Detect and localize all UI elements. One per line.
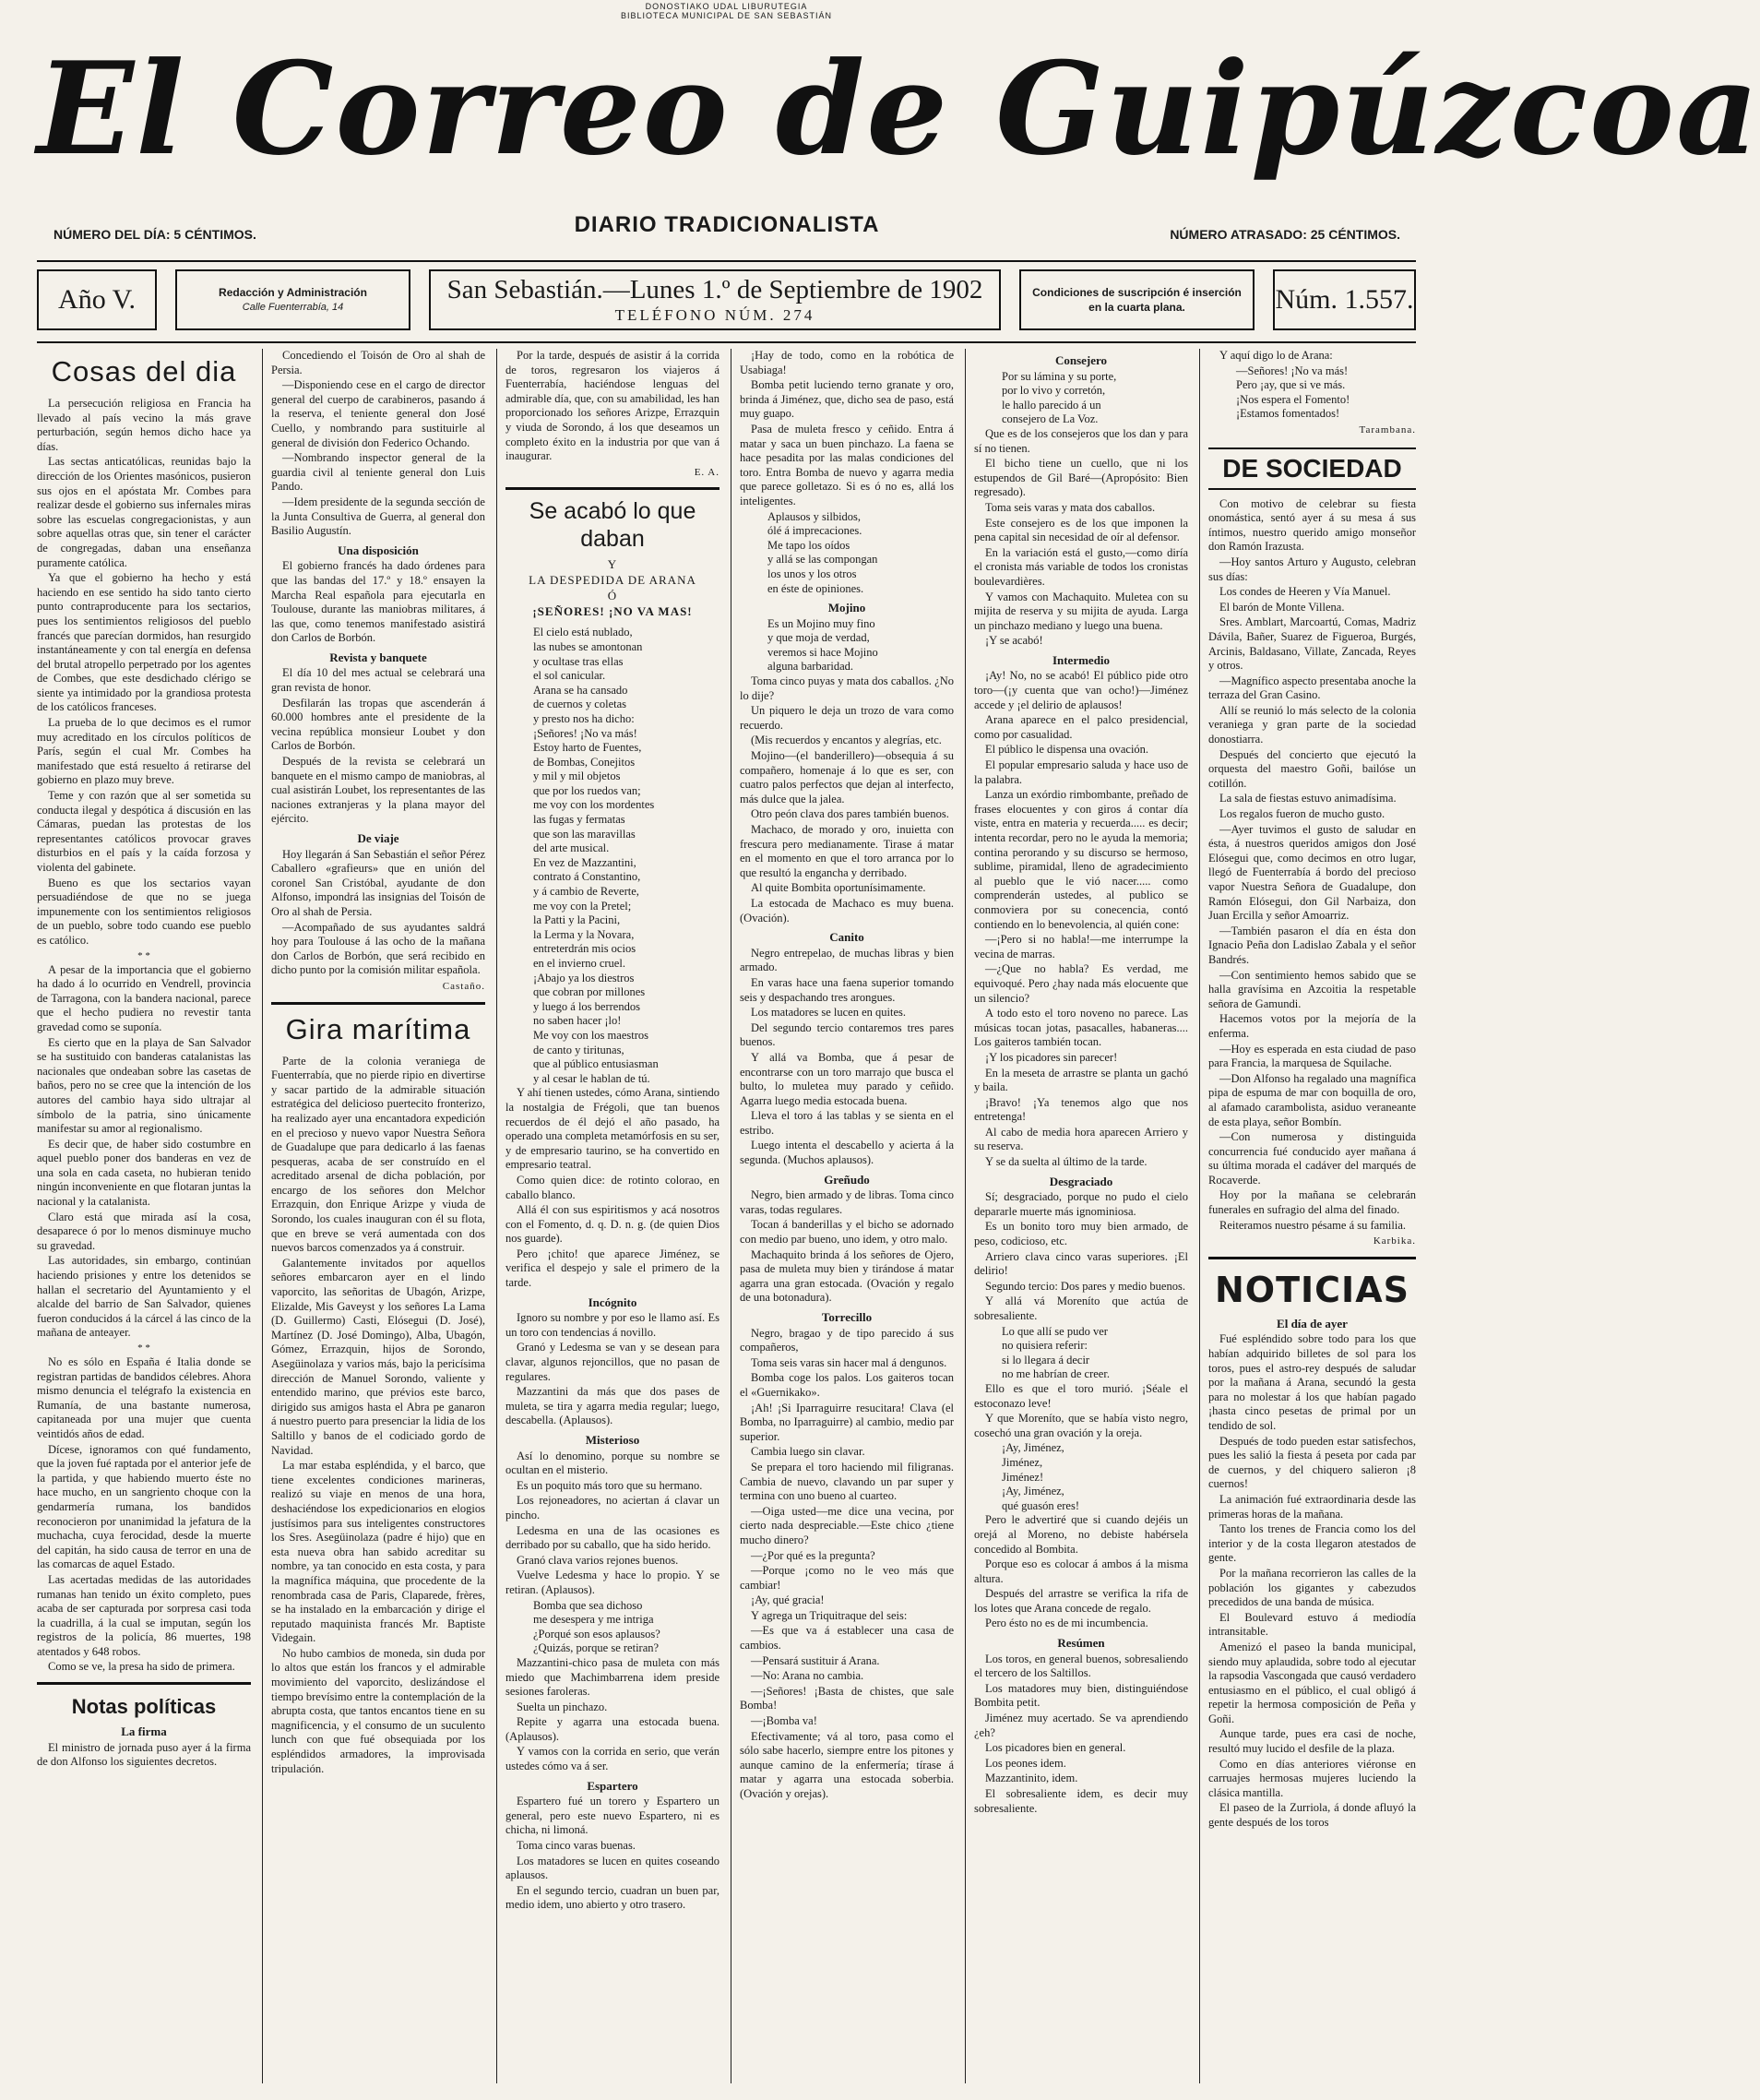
section-divider — [1208, 1257, 1416, 1259]
signature: Tarambana. — [1359, 424, 1416, 436]
paragraph: Al cabo de media hora aparecen Arriero y su reserva. — [974, 1125, 1188, 1153]
paragraph: Toma seis varas y mata dos caballos. — [985, 500, 1156, 514]
paragraph: Por la tarde, después de asistir á la corrida de toros, regresaron los viajeros á Fuenterrabía, haciéndose lenguas del admirable día, que, con su amabilidad, les han proporcionado los señores Arizpe, Errazquin y viuda de Sorondo, á los que deseamos un completo éxito en la industria por que van á inaugurar. — [505, 349, 719, 463]
paragraph: Las autoridades, sin embargo, continúan haciendo prisiones y entre los detenidos se hallan el secretario del Ayuntamiento y el alcalde del barrio de San Salvador, quienes fueron conducidos á la cárcel á las cinco de la mañana de anteayer. — [37, 1254, 251, 1340]
paragraph: Ledesma en una de las ocasiones es derribado por su caballo, que ha sido herido. — [505, 1523, 719, 1552]
paragraph: Después de la revista se celebrará un banquete en el mismo campo de maniobras, al cual asistirán Loubet, los representantes de las naciones extranjeras y la plana mayor del ejército. — [271, 755, 485, 826]
paragraph: —Disponiendo cese en el cargo de director general del cuerpo de carabineros, pasando á la reserva, el teniente general don José Cuello, y nombrando para sustituirle al general de división don Federico Ochando. — [271, 378, 485, 449]
paragraph: Granó y Ledesma se van y se desean para clavar, algunos rejoncillos, que no pasan de regulares. — [505, 1341, 719, 1383]
verse-line: me voy con la Pretel; — [533, 899, 632, 913]
paragraph: Ello es que el toro murió. ¡Séale el estoconazo leve! — [974, 1381, 1188, 1410]
paragraph: Repite y agarra una estocada buena. (Aplausos). — [505, 1715, 719, 1743]
paragraph: Pero ésto no es de mi incumbencia. — [985, 1617, 1148, 1630]
paragraph: Fué espléndido sobre todo para los que habían adquirido billetes de sol para los toros, pues el astro-rey después de saludar por la mañana á Arana, secundó la gesta para no molestar á los que habían pagado ¡hasta cinco pesetas de primal por un tendido de sol. — [1208, 1332, 1416, 1432]
paragraph: Pero le advertiré que si cuando dejéis un orejá al Moreno, no debiste habérsela concedido al Bombita. — [974, 1513, 1188, 1556]
verse-line: las nubes se amontonan — [533, 639, 643, 653]
paragraph: Sres. Amblart, Marcoartú, Comas, Madriz Dávila, Bañer, Suarez de Figueroa, Burgés, Arcinis, Baldasano, Villate, Zancada, Reyes y otros. — [1208, 615, 1416, 673]
headline-gira-maritima: Gira marítima — [285, 1012, 471, 1045]
paragraph: Los toros, en general buenos, sobresaliendo el tercero de los Saltillos. — [974, 1652, 1188, 1680]
paragraph: Y ahí tienen ustedes, cómo Arana, sintiendo la nostalgia de Frégoli, que tan buenos recuerdos de él dejó el año pasado, ha operado una completa metamórfosis en su ser, y de empresario taurino, se ha convertido en empresario teatral. — [505, 1086, 719, 1172]
paragraph: —Pensará sustituir á Arana. — [751, 1653, 880, 1667]
paragraph: Luego intenta el descabello y acierta á la segunda. (Muchos aplausos). — [740, 1139, 954, 1167]
paragraph: No es sólo en España é Italia donde se registran partidas de bandidos célebres. Ahora mismo denuncia el telégrafo la existencia en Rumanía, de una bastante numerosa, capitaneada por una mujer que cuenta veintidós años de edad. — [37, 1355, 251, 1440]
column-separator — [965, 349, 966, 2083]
paragraph: Toma seis varas sin hacer mal á dengunos. — [751, 1355, 947, 1369]
paragraph: Después del arrastre se verifica la rifa de los lotes que Arana concede de regalo. — [974, 1587, 1188, 1615]
verse-line: ¡Ay, Jiménez, — [1002, 1441, 1064, 1455]
paragraph: ¡Y se acabó! — [985, 634, 1043, 648]
price-back-issue: NÚMERO ATRASADO: 25 CÉNTIMOS. — [1170, 227, 1400, 242]
paragraph: —¿Por qué es la pregunta? — [751, 1548, 875, 1562]
paragraph: A todo esto el toro noveno no parece. Las músicas tocan jotas, pasacalles, habaneras.... Los gaiteros también tocan. — [974, 1007, 1188, 1049]
subhead-espartero: Espartero — [587, 1778, 638, 1793]
stamp-line-2: BIBLIOTECA MUNICIPAL DE SAN SEBASTIÁN — [620, 11, 833, 20]
caption-despedida: LA DESPEDIDA DE ARANA — [529, 573, 696, 588]
verse-line: Lo que allí se pudo ver — [1002, 1324, 1108, 1338]
info-bar — [37, 269, 1416, 334]
paragraph: Mojino—(el banderillero)—obsequia á su compañero, homenaje á lo que es ser, con cuatro palos perfectos que dejan al interfecto, más dulce que la jalea. — [740, 749, 954, 805]
verse-line: en éste de opiniones. — [767, 581, 864, 595]
verse-line: me desespera y me intriga — [533, 1613, 654, 1627]
paragraph: Lanza un exórdio rimbombante, preñado de frases elocuentes y con giros á contar día viste, entra en materia y recuerda..... es decir; intenta recordar, pero no le ayuda la memoria; contina perorando y su discurso se hermoso, sublime, piramidal, lleno de agradecimiento al pueblo que le vió nacer..... como comprenderán ustedes, al publico se conmoviera por su conecencia, contó contiendo en lo benevolencia, al quién cone: — [974, 788, 1188, 931]
paragraph: —¡Pero si no habla!—me interrumpe la vecina de marras. — [974, 933, 1188, 961]
paragraph: ¡Bravo! ¡Ya tenemos algo que nos entretenga! — [974, 1095, 1188, 1124]
paragraph: Así lo denomino, porque su nombre se ocultan en el misterio. — [505, 1449, 719, 1477]
issue-date: San Sebastián.—Lunes 1.º de Septiembre de 1902 — [446, 275, 983, 304]
verse-line: consejero de La Voz. — [1002, 412, 1099, 426]
paragraph: —Porque ¡como no le veo más que cambiar! — [740, 1564, 954, 1592]
verse-line: si lo llegara á decir — [1002, 1353, 1090, 1366]
caption-no-va-mas: ¡SEÑORES! ¡NO VA MAS! — [532, 604, 693, 619]
paragraph: Y vamos con la corrida en serio, que verán ustedes cómo va á ser. — [505, 1745, 719, 1773]
subhead-resumen: Resúmen — [1057, 1636, 1105, 1651]
paragraph: Desfilarán las tropas que ascenderán á 60.000 hombres ante el presidente de la vecina república monsieur Loubet y don Carlos de Borbón. — [271, 696, 485, 753]
paragraph: Espartero fué un torero y Espartero un general, pero este nuevo Espartero, ni es chicha, ni limoná. — [505, 1795, 719, 1837]
verse-line: y presto nos ha dicho: — [533, 711, 635, 725]
verse-line: En vez de Mazzantini, — [533, 855, 636, 869]
paragraph: Y agrega un Triquitraque del seis: — [751, 1608, 908, 1622]
paragraph: Machaquito brinda á los señores de Ojero, pasa de muleta muy bien y tirándose á matar agarra una gran estocada. (Ovación y regalo de una botonadura). — [740, 1247, 954, 1305]
paragraph: —Es que va á establecer una casa de cambios. — [740, 1624, 954, 1653]
paragraph: Dícese, ignoramos con qué fundamento, que la joven fué raptada por el anterior jefe de la partida, y que habiendo muerto éste no hace mucho, en un sangriento choque con la gendarmería rumana, los bandidos reconocieron por unanimidad la jefatura de la muchacha, cuya ferocidad, desde la muerte del capitán, ha sido causa de terror en una de las comarcas de aquel Estado. — [37, 1442, 251, 1571]
verse-line: y allá se las compongan — [767, 553, 878, 567]
caption-y: Y — [607, 557, 618, 572]
section-divider — [271, 1002, 485, 1005]
headline-notas-politicas: Notas políticas — [71, 1695, 217, 1719]
subhead-la-firma: La firma — [121, 1724, 167, 1739]
paragraph: —Magnífico aspecto presentaba anoche la terraza del Gran Casino. — [1208, 674, 1416, 702]
paragraph: Pasa de muleta fresco y ceñido. Entra á matar y saca un buen pinchazo. La faena se hace pesadita por las malas condiciones del toro. Entra Bomba de nuevo y agarra media que parece golletazo. Si es ó no es, allá los inteligentes. — [740, 422, 954, 507]
paragraph: Hoy por la mañana se celebrarán funerales en sufragio del alma del finado. — [1208, 1188, 1416, 1217]
paragraph: Claro está que mirada así la cosa, desaparece ó por lo menos disminuye mucho su gravedad. — [37, 1210, 251, 1252]
paragraph: Como se ve, la presa ha sido de primera. — [48, 1660, 235, 1674]
verse-line: y luego á los berrendos — [533, 999, 640, 1013]
date-box — [429, 269, 1001, 330]
paragraph: Los rejoneadores, no aciertan á clavar un pincho. — [505, 1494, 719, 1521]
paragraph: Tanto los trenes de Francia como los del interior y de la costa llegaron atestados de gente. — [1208, 1522, 1416, 1565]
paragraph: Machaco, de morado y oro, inuietta con frescura pero medianamente. Tirase á matar en el momento en que el toro arranca por lo que resultó la engancha y derribado. — [740, 823, 954, 879]
paragraph: Negro, bragao y de tipo parecido á sus compañeros, — [740, 1326, 954, 1354]
paragraph: Galantemente invitados por aquellos señores embarcaron ayer en el lindo vaporcito, las señoritas de Ubagón, Arizpe, Elizalde, Mis Gaveyst y los señores La Lama (D. Guillermo) Casti, Elósegui (D. José), Martínez (D. José Domingo), Alba, Ubagón, Gómez, Errazquin, hijos de Sorondo, Asegüinolaza y varios más, bajo la pericísima dirección de Manuel Sorondo, valiente y entendido marino, que prévios este barco, dirigido sus amigos hasta el Abra pe ganaron á nuestro puerto para presenciar la lidia de los Saltillo y banos de el codiciado gordo de Navidad. — [271, 1256, 485, 1457]
verse-line: Jiménez, — [1002, 1455, 1043, 1469]
verse-line: Me tapo los oídos — [767, 538, 850, 552]
paragraph: Bomba coge los palos. Los gaiteros tocan el «Guernikako». — [740, 1371, 954, 1399]
verse-line: Arana se ha cansado — [533, 683, 628, 697]
verse-line: ¡Señores! ¡No va más! — [533, 726, 637, 740]
paragraph: —Idem presidente de la segunda sección de la Junta Consultiva de Guerra, al general don Basilio Augustín. — [271, 495, 485, 538]
paragraph: —Con sentimiento hemos sabido que se halla gravísima en Azcoitia la respetable señora de Gamundi. — [1208, 968, 1416, 1010]
verse-line: la Patti y la Pacini, — [533, 913, 621, 927]
paragraph: Después del concierto que ejecutó la orquesta del maestro Goñi, bailóse un cotillón. — [1208, 747, 1416, 790]
conditions-line-2: en la cuarta plana. — [1088, 301, 1185, 314]
paragraph: Vuelve Ledesma y hace lo propio. Y se retiran. (Aplausos). — [505, 1569, 719, 1596]
paragraph: El barón de Monte Villena. — [1219, 600, 1345, 614]
verse-line: los unos y los otros — [767, 567, 857, 580]
paragraph: Un piquero le deja un trozo de vara como recuerdo. — [740, 704, 954, 732]
paragraph: El gobierno francés ha dado órdenes para que las bandas del 17.º y 18.º ensayen la Marcha Real española para ejecutarla en Toulouse, durante las maniobras militares, á las que, como tenemos manifestado asistirá don Carlos de Borbón. — [271, 559, 485, 645]
subhead-mojino: Mojino — [827, 601, 866, 615]
verse-line: las fugas y fermatas — [533, 813, 625, 827]
paragraph: Jiménez muy acertado. Se va aprendiendo ¿eh? — [974, 1712, 1188, 1739]
paragraph: Bueno es que los sectarios vayan persuadiéndose de que no se juega impunemente con los sentimientos religiosos de un pueblo, sobre todo cuando ese pueblo es católico. — [37, 876, 251, 947]
year-box — [37, 269, 157, 330]
verse-line: veremos si hace Mojino — [767, 645, 878, 659]
issue-number: Núm. 1.557. — [1275, 284, 1414, 315]
verse-line: Pero ¡ay, que si ve más. — [1236, 378, 1346, 392]
paragraph: Los picadores bien en general. — [985, 1741, 1126, 1755]
paragraph: Negro, bien armado y de libras. Toma cinco varas, todas regulares. — [740, 1188, 954, 1216]
verse-line: Por su lámina y su porte, — [1002, 369, 1117, 383]
caption-o: Ó — [607, 589, 618, 603]
verse-line: de Bombas, Conejitos — [533, 755, 636, 769]
paragraph: Los matadores muy bien, distinguiéndose Bombita petit. — [974, 1681, 1188, 1710]
header-rule-bottom — [37, 341, 1416, 343]
paragraph: En varas hace una faena superior tomando seis y despachando tres arongues. — [740, 975, 954, 1004]
paragraph: ¡Hay de todo, como en la robótica de Usabiaga! — [740, 349, 954, 376]
verse-line: no me habrían de creer. — [1002, 1367, 1110, 1381]
verse-line: y que moja de verdad, — [767, 631, 870, 645]
paragraph: —También pasaron el día en ésta don Ignacio Peña don Ladislao Zabala y el señor Bandrés. — [1208, 924, 1416, 966]
paragraph: Ignoro su nombre y por eso le llamo así. Es un toro con tendencias á novillo. — [505, 1311, 719, 1339]
paragraph: Y aquí digo lo de Arana: — [1219, 349, 1333, 362]
verse-line: no quisiera referir: — [1002, 1339, 1088, 1353]
paragraph: El paseo de la Zurriola, á donde afluyó la gente después de los toros — [1208, 1801, 1416, 1830]
column-separator — [496, 349, 497, 2083]
paragraph: El público le dispensa una ovación. — [985, 743, 1149, 757]
paragraph: Es un poquito más toro que su hermano. — [517, 1478, 703, 1492]
paragraph: Reiteramos nuestro pésame á su familia. — [1219, 1218, 1407, 1232]
paragraph: Toma cinco puyas y mata dos caballos. ¿No lo dije? — [740, 674, 954, 702]
paragraph: —Hoy es esperada en esta ciudad de paso para Francia, la marquesa de Squilache. — [1208, 1042, 1416, 1070]
column-2 — [271, 349, 485, 2083]
paragraph: —Don Alfonso ha regalado una magnífica pipa de espuma de mar con boquilla de oro, al afamado carambolista, asiduo veraneante de esta playa, señor Bombín. — [1208, 1071, 1416, 1128]
verse-line: y mil y mil objetos — [533, 770, 621, 783]
subhead-de-viaje: De viaje — [357, 831, 399, 845]
subhead-canito: Canito — [829, 930, 864, 945]
paragraph: Y allá vá Moreníto que actúa de sobresaliente. — [974, 1295, 1188, 1322]
paragraph: Con motivo de celebrar su fiesta onomástica, sentó ayer á su mesa á sus íntimos, nuestro querido amigo monseñor don Ramón Irazusta. — [1208, 496, 1416, 554]
column-3 — [505, 349, 719, 2083]
paragraph: La prueba de lo que decimos es el rumor muy acreditado en los círculos políticos de París, según el cual Mr. Combes ha manifestado que está resuelto á retirarse del gobierno en plazo muy breve. — [37, 716, 251, 787]
subhead-consejero: Consejero — [1054, 353, 1108, 367]
conditions-line-1: Condiciones de suscripción é inserción — [1032, 286, 1242, 299]
paragraph: Ya que el gobierno ha hecho y está haciendo en ese sentido ha sido tanto cierto punto contraproducente para los sectarios, pues los sentimientos religiosos del pueblo francés que parecían dormidos, han resurgido instantáneamente y con tal energía en defensa del brutal atropello perpetrado por los agentes de Combes, que este desdichado clérigo se siente ya intimidado por la grandiosa protesta de los católicos franceses. — [37, 571, 251, 714]
paragraph: —Nombrando inspector general de la guardia civil al teniente general don Luis Pando. — [271, 451, 485, 494]
paragraph: Otro peón clava dos pares también buenos. — [751, 807, 949, 821]
verse-line: ¿Porqué son esos aplausos? — [533, 1627, 660, 1641]
paragraph: Bomba petit luciendo terno granate y oro, brinda á Jiménez, que, dicho sea de paso, está muy guapo. — [740, 378, 954, 421]
paragraph: Las sectas anticatólicas, reunidas bajo la dirección de los Orientes masónicos, pusieron sus ojos en el apóstata Mr. Combes para realizar desde el gobierno sus infernales miras sobre las escuelas congregacionistas, y aun sobre aquellas otras que, sin tener el carácter de congregadas, daban una enseñanza puramente católica. — [37, 455, 251, 569]
column-1 — [37, 349, 251, 2083]
redaction-address: Calle Fuenterrabía, 14 — [242, 302, 344, 313]
paragraph: Efectivamente; vá al toro, pasa como el sólo sabe hacerlo, siempre entre los pitones y aunque camino de la enfermería; tírase á matar y agarra una estocada soberbia. (Ovación y orejas). — [740, 1729, 954, 1800]
verse-line: ¿Quizás, porque se retiran? — [533, 1641, 660, 1655]
verse-line: el sol canicular. — [533, 669, 606, 683]
price-today: NÚMERO DEL DÍA: 5 CÉNTIMOS. — [54, 227, 256, 242]
paragraph: El bicho tiene un cuello, que ni los estupendos de Gil Baré—(Apropósito: Bien regresado). — [974, 457, 1188, 499]
paragraph: Es un bonito toro muy bien armado, de peso, codicioso, etc. — [974, 1220, 1188, 1248]
paragraph: Los matadores se lucen en quites. — [751, 1006, 907, 1020]
paragraph: No hubo cambios de moneda, sin duda por lo altos que están los francos y el admirable movimiento del vaporcito, deslizándose el tiempo brevísimo entre la contemplación de la abrupta costa, que tantos encantos tiene en su magnificencia, y el consumo de un suculento lunch con que fué obsequiada por los espléndidos armadores, la improvisada tripulación. — [271, 1646, 485, 1775]
subhead-intermedio: Intermedio — [1052, 652, 1111, 667]
paragraph: —¡Bomba va! — [751, 1714, 817, 1728]
paragraph: Los peones idem. — [985, 1756, 1066, 1770]
paragraph: Arana aparece en el palco presidencial, como por casualidad. — [974, 713, 1188, 741]
paragraph: Y que Moreníto, que se había visto negro, cosechó una gran ovación y la oreja. — [974, 1412, 1188, 1439]
paragraph: El ministro de jornada puso ayer á la firma de don Alfonso los siguientes decretos. — [37, 1740, 251, 1769]
paragraph: Granó clava varios rejones buenos. — [517, 1553, 679, 1567]
redaction-box — [175, 269, 410, 330]
paragraph: Los regalos fueron de mucho gusto. — [1219, 807, 1385, 821]
tagline: DIARIO TRADICIONALISTA — [574, 212, 880, 237]
section-stars: * * — [137, 1342, 150, 1354]
paragraph: Y vamos con Machaquito. Muletea con su mijita de reserva y su mijita de ayuda. Larga un pinchazo mediano y luego una buena. — [974, 590, 1188, 632]
section-divider — [505, 487, 719, 490]
column-5 — [974, 349, 1188, 2083]
paragraph: ¡Ay, qué gracia! — [751, 1593, 825, 1607]
phone-number: TELÉFONO NÚM. 274 — [614, 306, 815, 324]
verse-line: El cielo está nublado, — [533, 626, 633, 639]
subhead-grenudo: Greñudo — [824, 1172, 870, 1187]
paragraph: Mazzantini-chico pasa de muleta con más miedo que Machimbarrena idem preside sesiones faroleras. — [505, 1655, 719, 1699]
paragraph: La sala de fiestas estuvo animadísima. — [1219, 792, 1397, 805]
paragraph: La estocada de Machaco es muy buena. (Ovación). — [740, 896, 954, 925]
paragraph: Mazzantinito, idem. — [985, 1772, 1078, 1785]
signature: E. A. — [694, 466, 719, 478]
paragraph: Los condes de Heeren y Vía Manuel. — [1219, 585, 1391, 599]
section-divider — [37, 1682, 251, 1685]
paragraph: (Mis recuerdos y encantos y alegrías, etc. — [751, 734, 942, 747]
paragraph: Segundo tercio: Dos pares y medio buenos. — [985, 1279, 1185, 1293]
paragraph: Sí; desgraciado, porque no pudo el cielo depararle muerte más ignominiosa. — [974, 1190, 1188, 1218]
article-columns — [37, 349, 1416, 2083]
paragraph: Cambia luego sin clavar. — [751, 1445, 865, 1459]
paragraph: —Acompañado de sus ayudantes saldrá hoy para Toulouse á las ocho de la mañana don Carlos de Borbón, que será recibido en dicho punto por la comisión militar española. — [271, 920, 485, 977]
paragraph: Es cierto que en la playa de San Salvador se ha sustituido con banderas catalanistas las nacionales que ondeaban sobre las casetas de baños, pero no se cree que la intención de los autores del cambio haya sido ultrajar al símbolo de la patria, sino únicamente manifestar su amor al regionalismo. — [37, 1035, 251, 1136]
paragraph: —Oiga usted—me dice una vecina, por cierto nada despreciable.—Este chico ¿tiene mucho dinero? — [740, 1504, 954, 1546]
paragraph: Como quien dice: de rotinto colorao, en caballo blanco. — [505, 1173, 719, 1201]
paragraph: Hoy llegarán á San Sebastián el señor Pérez Caballero «grafieurs» que en unión del coronel San Cristóbal, ayudante de don Alfonso, impondrá las insignias del Toisón de Oro al shah de Persia. — [271, 847, 485, 918]
paragraph: Después de todo pueden estar satisfechos, pues les salió la fiesta á peseta por cada par de cuernos, y del chiquero salieron ¡8 cuernos! — [1208, 1434, 1416, 1491]
verse-line: Aplausos y silbidos, — [767, 509, 862, 523]
column-separator — [1199, 349, 1200, 2083]
column-separator — [262, 349, 263, 2083]
column-6 — [1208, 349, 1416, 2083]
section-stars: * * — [137, 949, 150, 961]
paragraph: Tocan á banderillas y el bicho se adornado con medio par bueno, uno idem, y otro malo. — [740, 1218, 954, 1247]
paragraph: Parte de la colonia veraniega de Fuenterrabía, que no pierde ripio en divertirse y sacar partido de la admirable situación estratégica del delicioso puertecito fronterizo, ha realizado ayer una encantadora expedición en el precioso y nuevo vapor Nuestra Señora de Guadalupe que para dedicarlo á las faenas pesqueras, acaba de ser construído en el acreditado arsenal de dicha población, por encargo de los señores don Melchor Errazquin, don Enrique Arizpe y viuda de Sorondo, los cuales inauguran con él su flota, que en breve se verá aumentada con dos nuevos barcos comenzados ya á construir. — [271, 1054, 485, 1255]
verse-line: y á cambio de Reverte, — [533, 885, 639, 899]
paragraph: En la variación está el gusto,—como diría el cronista más variable de todos los cronistas boulevardières. — [974, 545, 1188, 588]
verse-line: del arte musical. — [533, 841, 610, 855]
stamp-line-1: DONOSTIAKO UDAL LIBURUTEGIA — [645, 2, 808, 11]
verse-line: que cobran por millones — [533, 985, 646, 999]
verse-line: ¡Ay, Jiménez, — [1002, 1485, 1064, 1498]
paragraph: Allá él con sus espiritismos y acá nosotros con el Fomento, d. q. D. n. g. (de quien Dios nos guarde). — [505, 1203, 719, 1246]
verse-line: entreterdrán mis ocios — [533, 942, 636, 956]
paragraph: —No: Arana no cambia. — [751, 1669, 864, 1683]
paragraph: Como en días anteriores viéronse en carruajes hermosas mujeres luciendo la clásica mantilla. — [1208, 1757, 1416, 1799]
verse-line: y ocultase tras ellas — [533, 654, 624, 668]
paragraph: A pesar de la importancia que el gobierno ha dado á lo ocurrido en Vendrell, provincia de Tarragona, con la bandera nacional, parece que el hecho pudiera no revestir tanta gravedad como se suponía. — [37, 962, 251, 1033]
paragraph: Toma cinco varas buenas. — [517, 1839, 636, 1853]
paragraph: Mazzantini da más que dos pases de muleta, se tira y agarra media regular; luego, descabella. (Aplausos). — [505, 1385, 719, 1427]
paragraph: Del segundo tercio contaremos tres pares buenos. — [740, 1020, 954, 1049]
verse-line: contrato á Constantino, — [533, 870, 641, 884]
verse-line: Me voy con los maestros — [533, 1028, 648, 1042]
conditions-box — [1019, 269, 1255, 330]
paragraph: —Ayer tuvimos el gusto de saludar en ésta, á nuestros queridos amigos don José Elósegui que, como decimos en otro lugar, llegó de Fuenterrabía á bordo del precioso vapor Nuestra Señora de Guadalupe, don Ramón Elósegui, don Gil Narbaiza, don Juan Ercilla y señor Amoarriz. — [1208, 822, 1416, 923]
paragraph: La mar estaba espléndida, y el barco, que tiene excelentes condiciones marineras, realizó su viaje en menos de una hora, deshaciéndose los expedicionarios en elogios justísimos para sus inteligentes constructores los Sres. Asegüinolaza (padre é hijo) que en esta nueva obra han sabido acreditar su nombre, ya tan conocido en esta costa, y para la magnífica máquina, que procedente de la renombrada casa de Paris, Claparede, frères, se ha instalado en la embarcación y dirige el reputado maquinista francés Mr. Baptiste Videgain. — [271, 1459, 485, 1645]
redaction-title: Redacción y Administración — [219, 286, 367, 299]
paragraph: Por la mañana recorrieron las calles de la población los gigantes y cabezudos precedidos de una banda de música. — [1208, 1566, 1416, 1609]
paragraph: El sobresaliente idem, es decir muy sobresaliente. — [974, 1787, 1188, 1815]
subhead-misterioso: Misterioso — [585, 1433, 640, 1447]
verse-line: ¡Abajo ya los diestros — [533, 971, 635, 984]
paragraph: Hacemos votos por la mejoría de la enferma. — [1208, 1012, 1416, 1040]
paragraph: Las acertadas medidas de las autoridades rumanas han tenido un éxito completo, pues acaba de ser capturada por sorpresa casi toda la cuadrilla, á la cual se imputan, según los registros de la policía, 86 muertes, 198 atentados y 648 robos. — [37, 1572, 251, 1658]
subhead-desgraciado: Desgraciado — [1049, 1174, 1113, 1188]
signature: Karbika. — [1373, 1235, 1416, 1247]
verse-line: qué guasón eres! — [1002, 1498, 1079, 1512]
paragraph: Lleva el toro á las tablas y se sienta en el estribo. — [740, 1109, 954, 1137]
subhead-una-disposicion: Una disposición — [338, 543, 419, 557]
verse-line: ¡Estamos fomentados! — [1236, 407, 1340, 421]
verse-line: Jiménez! — [1002, 1470, 1044, 1484]
paragraph: Teme y con razón que al ser sometida su conducta ilegal y despótica á discusión en las Cámaras, puedan las protestas de los representantes católicos provocar graves disturbios en el país y la caída forzosa y violenta del gabinete. — [37, 789, 251, 874]
paragraph: Negro entrepelao, de muchas libras y bien armado. — [740, 946, 954, 974]
subhead-el-dia-de-ayer: El día de ayer — [1277, 1316, 1348, 1330]
verse-line: me voy con los mordentes — [533, 798, 655, 812]
masthead-subline — [54, 210, 1400, 247]
paragraph: Pero ¡chito! que aparece Jiménez, se verifica el despejo y sale el primero de la tarde. — [505, 1247, 719, 1290]
signature: Castaño. — [442, 980, 485, 992]
masthead-title: El Correo de Guipúzcoa — [37, 33, 1760, 184]
verse-line: ¡Nos espera el Fomento! — [1236, 392, 1350, 406]
paragraph: Es decir que, de haber sido costumbre en aquel pueblo poner dos banderas en vez de una sola en cada caseta, no hubieran tenido ningún inconveniente en que flotaran juntas la nacional y la catalanista. — [37, 1137, 251, 1209]
subhead-torrecillo: Torrecillo — [821, 1310, 873, 1324]
headline-de-sociedad: DE SOCIEDAD — [1208, 447, 1416, 490]
paragraph: El popular empresario saluda y hace uso de la palabra. — [974, 758, 1188, 786]
paragraph: —¿Que no habla? Es verdad, me equivoqué. Pero ¿hay nada más elocuente que un silencio? — [974, 962, 1188, 1005]
paragraph: Y allá va Bomba, que á pesar de encontrarse con un toro marrajo que busca el bulto, lo muletea muy parado y ceñido. Agarra luego media estocada buena. — [740, 1050, 954, 1107]
header-rule-top — [37, 260, 1416, 262]
year-label: Año V. — [58, 284, 136, 315]
verse-line: por lo vivo y corretón, — [1002, 384, 1106, 398]
paragraph: Allí se reunió lo más selecto de la colonia veraniega y gran parte de la sociedad donostiarra. — [1208, 703, 1416, 746]
paragraph: En el segundo tercio, cuadran un buen par, medio idem, uno abierto y otro trasero. — [505, 1883, 719, 1912]
verse-line: que son las maravillas — [533, 827, 636, 841]
headline-se-acabo: Se acabó lo que daban — [529, 498, 696, 553]
verse-line: que por los ruedos van; — [533, 783, 641, 797]
paragraph: —¡Señores! ¡Basta de chistes, que sale Bomba! — [740, 1684, 954, 1712]
issue-number-box — [1273, 269, 1416, 330]
paragraph: Que es de los consejeros que los dan y para sí no tienen. — [974, 426, 1188, 455]
verse-line: de cuernos y coletas — [533, 698, 627, 711]
paragraph: El Boulevard estuvo á mediodía intransitable. — [1208, 1610, 1416, 1639]
verse-line: que al público entusiasman — [533, 1057, 659, 1071]
verse-line: Es un Mojino muy fino — [767, 616, 875, 630]
verse-line: la Lerma y la Novara, — [533, 927, 635, 941]
paragraph: —Con numerosa y distinguida concurrencia fué conducido ayer mañana á su última morada el cadáver del marqués de Rocaverde. — [1208, 1130, 1416, 1187]
verse-line: —Señores! ¡No va más! — [1236, 364, 1349, 377]
verse-line: ólé á imprecaciones. — [767, 524, 862, 538]
paragraph: Al quite Bombita oportunísimamente. — [751, 881, 926, 895]
verse-line: en el invierno cruel. — [533, 957, 625, 970]
paragraph: Y se da suelta al último de la tarde. — [985, 1155, 1148, 1169]
paragraph: En la meseta de arrastre se planta un gachó y baila. — [974, 1066, 1188, 1094]
column-4 — [740, 349, 954, 2083]
paragraph: La animación fué extraordinaria desde las primeras horas de la mañana. — [1208, 1492, 1416, 1521]
paragraph: Aunque tarde, pues era casi de noche, resultó muy lucido el desfile de la plaza. — [1208, 1727, 1416, 1756]
paragraph: —Hoy santos Arturo y Augusto, celebran sus días: — [1208, 555, 1416, 583]
paragraph: ¡Ay! No, no se acabó! El público pide otro toro—(¡y cuenta que van ocho!)—Jiménez accede y ¡el delirio de aplausos! — [974, 669, 1188, 711]
verse-line: Bomba que sea dichoso — [533, 1598, 643, 1612]
paragraph: Los matadores se lucen en quites coseando aplausos. — [505, 1854, 719, 1882]
verse-line: le hallo parecido á un — [1002, 398, 1101, 412]
paragraph: Suelta un pinchazo. — [517, 1700, 608, 1713]
verse-line: no saben hacer ¡lo! — [533, 1014, 622, 1028]
subhead-revista-y-banquete: Revista y banquete — [329, 650, 427, 664]
paragraph: El día 10 del mes actual se celebrará una gran revista de honor. — [271, 666, 485, 695]
paragraph: La persecución religiosa en Francia ha llevado al país vecino la más grave perturbación, según hemos dicho hace ya días. — [37, 397, 251, 453]
verse-line: de canto y tiritunas, — [533, 1043, 624, 1056]
paragraph: ¡Y los picadores sin parecer! — [985, 1050, 1118, 1064]
verse-line: y al cesar le hablan de tú. — [533, 1071, 650, 1085]
paragraph: Se prepara el toro haciendo mil filigranas. Cambia de nuevo, clavando un par super y termina con uno bueno al cuarteo. — [740, 1460, 954, 1503]
verse-line: alguna barbaridad. — [767, 660, 854, 674]
paragraph: ¡Ah! ¡Si Iparraguirre resucitara! Clava (el Bomba, no Iparraguirre) al cambio, medio par superior. — [740, 1401, 954, 1443]
paragraph: Amenizó el paseo la banda municipal, siendo muy aplaudida, sobre todo al ejecutar la rapsodia Vascongada que causó verdadero entusiasmo en el público, el cual obligó á repetir la hermosa composición de Peña y Goñi. — [1208, 1640, 1416, 1725]
paragraph: Arriero clava cinco varas superiores. ¡El delirio! — [974, 1249, 1188, 1278]
subhead-incognito: Incógnito — [588, 1295, 637, 1309]
headline-noticias: NOTICIAS — [1215, 1269, 1409, 1310]
paragraph: Porque eso es colocar á ambos á la misma altura. — [974, 1557, 1188, 1585]
verse-line: Estoy harto de Fuentes, — [533, 741, 642, 755]
paragraph: Concediendo el Toisón de Oro al shah de Persia. — [271, 349, 485, 376]
headline-cosas-del-dia: Cosas del dia — [51, 355, 237, 388]
paragraph: Este consejero es de los que imponen la pena capital sin necesidad de oír al defensor. — [974, 516, 1188, 544]
